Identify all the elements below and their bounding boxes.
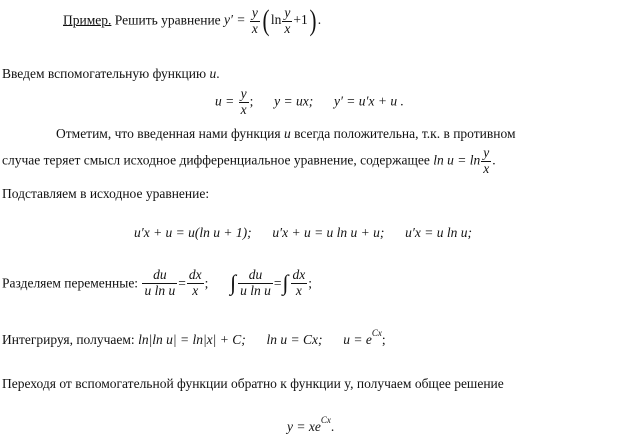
note-u: u [283, 126, 291, 141]
separate-line [2, 268, 312, 299]
example-label: Пример. [63, 12, 112, 28]
integral-icon-2: ∫ [282, 270, 289, 296]
note-line-1 [56, 127, 516, 141]
separate-text: Разделяем переменные: [2, 275, 139, 291]
separate-semi-2: ; [308, 275, 313, 291]
intro-dot: . [216, 66, 220, 81]
note-text-1a: Отметим, что введенная нами функция [56, 126, 281, 141]
note-text-1b: всегда положительна, т.к. в противном [294, 126, 516, 141]
note-dot: . [492, 152, 496, 168]
def-y-ux: y = ux; [274, 93, 314, 109]
note-line-2 [2, 146, 496, 177]
final-base: y = xe [287, 419, 321, 434]
final-dot: . [330, 419, 335, 434]
frac-du-ulnu: $\frac{du}{\text{u ln u}}$ [144, 267, 176, 298]
def-u-lhs: u = [215, 93, 235, 109]
example-equation [224, 4, 322, 38]
integrate-eq-1: ln|ln u| = ln|x| + C; [138, 332, 246, 347]
left-paren: ( [262, 4, 270, 38]
fraction-y-over-x-inner: $\frac{y}{x}$ [284, 5, 291, 36]
plus-one: +1 [293, 12, 308, 28]
ln-text: ln [270, 12, 282, 28]
eq-lhs: y′ = [224, 12, 246, 28]
period: . [317, 12, 322, 28]
note-text-2: случае теряет смысл исходное дифференциальное уравнение, содержащее [2, 152, 430, 168]
int-frac-du-ulnu: $\frac{du}{\text{u ln u}}$ [240, 267, 271, 298]
integrate-line [2, 329, 386, 347]
integrate-text: Интегрируя, получаем: [2, 332, 135, 347]
def-fraction: $\frac{y}{x}$ [240, 86, 247, 117]
frac-dx-x: $\frac{dx}{x}$ [188, 267, 202, 298]
subst-equations [134, 226, 472, 240]
integral-icon: ∫ [230, 270, 237, 296]
example-line [63, 6, 321, 37]
subst-eq-3: u′x = u ln u; [405, 225, 472, 240]
example-text: Решить уравнение [114, 12, 221, 28]
transition-line [2, 377, 504, 391]
final-exponent: Cx [320, 415, 331, 425]
fraction-y-over-x: $\frac{y}{x}$ [251, 5, 258, 36]
integrate-eq-2: ln u = Cx; [266, 332, 323, 347]
int-frac-dx-x: $\frac{dx}{x}$ [292, 267, 306, 298]
definitions-line: u = $\frac{y}{x}$ ; y = ux; y′ = u′x + u . [215, 86, 404, 117]
def-yprime: y′ = u′x + u . [333, 93, 404, 109]
subst-text-line [2, 187, 209, 201]
note-fraction: $\frac{y}{x}$ [483, 145, 490, 176]
transition-text: Переходя от вспомогательной функции обратно к функции y, получаем общее решение [2, 376, 504, 391]
final-solution [287, 416, 334, 434]
right-paren: ) [309, 4, 317, 38]
intro-line [2, 67, 220, 81]
note-ln-eq: ln u = ln [433, 152, 481, 168]
integrate-eq-3: $u = e^{Cx}$; [343, 328, 386, 347]
subst-text: Подставляем в исходное уравнение: [2, 186, 210, 201]
separate-eq-1: = [178, 275, 186, 291]
intro-u: u [209, 66, 217, 81]
subst-eq-1: u′x + u = u(ln u + 1); [134, 225, 252, 240]
separate-eq-2: = [273, 275, 282, 291]
separate-semi-1: ; [204, 275, 209, 291]
intro-text: Введем вспомогательную функцию [2, 66, 207, 81]
subst-eq-2: u′x + u = u ln u + u; [272, 225, 385, 240]
